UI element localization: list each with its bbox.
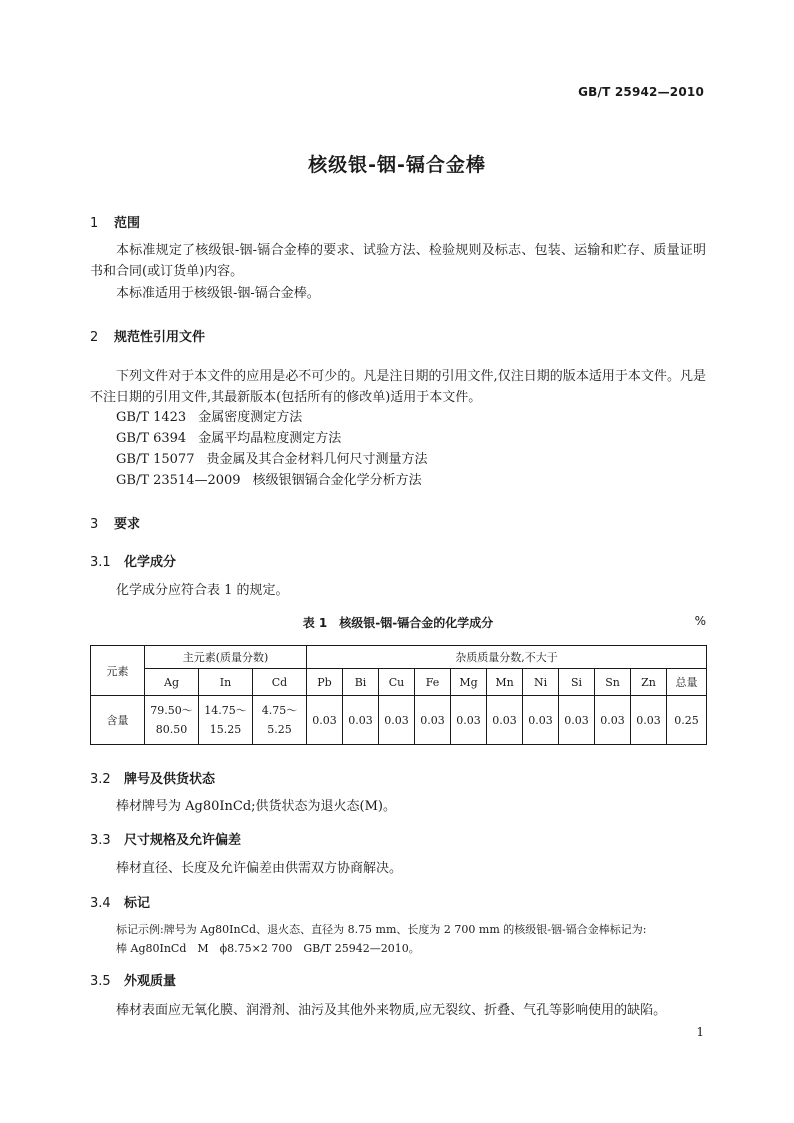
table-cell: 0.03 <box>595 696 631 745</box>
table-cell: 0.03 <box>307 696 343 745</box>
column-header: Ni <box>523 669 559 696</box>
range-low: 4.75～ <box>261 704 298 717</box>
table-cell <box>253 696 307 745</box>
range-high: 5.25 <box>267 723 292 736</box>
table-group-header-row <box>91 646 707 669</box>
table-cell <box>199 696 253 745</box>
reference-code: GB/T 23514—2009 <box>116 473 241 488</box>
section-3-heading <box>90 513 140 532</box>
section-number: 1 <box>90 216 99 231</box>
reference-item <box>116 428 341 449</box>
column-header: Mg <box>451 669 487 696</box>
section-title: 规范性引用文件 <box>114 330 206 345</box>
section-title: 要求 <box>114 517 141 532</box>
column-header: Pb <box>307 669 343 696</box>
impurity-group-header: 杂质质量分数,不大于 <box>307 646 707 669</box>
table-cell: 0.03 <box>487 696 523 745</box>
reference-code: GB/T 15077 <box>116 452 195 467</box>
section-2-paragraph: 下列文件对于本文件的应用是必不可少的。凡是注日期的引用文件,仅注日期的版本适用于本文件。凡是不注日期的引用文件,其最新版本(包括所有的修改单)适用于本文件。 <box>90 369 706 405</box>
reference-item <box>116 449 428 470</box>
table-cell <box>145 696 199 745</box>
standard-code: GB/T 25942—2010 <box>578 85 704 99</box>
table-cell: 0.03 <box>523 696 559 745</box>
column-header: Fe <box>415 669 451 696</box>
section-number: 3.3 <box>90 833 111 848</box>
range-high: 15.25 <box>209 723 242 736</box>
range-high: 80.50 <box>155 723 188 736</box>
table-caption <box>90 614 706 632</box>
page-number: 1 <box>696 1025 704 1039</box>
reference-name: 贵金属及其合金材料几何尺寸测量方法 <box>206 452 428 467</box>
table-title: 表 1 核级银-铟-镉合金的化学成分 <box>302 616 494 630</box>
table-cell: 0.03 <box>451 696 487 745</box>
column-header: Bi <box>343 669 379 696</box>
section-title: 标记 <box>124 896 151 911</box>
table-cell: 0.25 <box>667 696 707 745</box>
section-3-1-paragraph: 化学成分应符合表 1 的规定。 <box>116 583 289 598</box>
marking-code: 棒 Ag80InCd M ϕ8.75×2 700 GB/T 25942—2010。 <box>116 942 420 955</box>
row-label: 含量 <box>91 696 145 745</box>
column-header: Si <box>559 669 595 696</box>
table-cell: 0.03 <box>379 696 415 745</box>
section-3-3-heading <box>90 829 241 848</box>
reference-item <box>116 470 422 491</box>
section-1-heading <box>90 212 140 231</box>
range-low: 79.50～ <box>150 704 193 717</box>
table-row <box>91 696 707 745</box>
table-cell: 0.03 <box>343 696 379 745</box>
section-title: 尺寸规格及允许偏差 <box>124 833 242 848</box>
table-cell: 0.03 <box>631 696 667 745</box>
column-header: Cd <box>253 669 307 696</box>
section-3-2-heading <box>90 768 215 787</box>
section-3-5-paragraph: 棒材表面应无氧化膜、润滑剂、油污及其他外来物质,应无裂纹、折叠、气孔等影响使用的缺陷。 <box>116 1003 667 1018</box>
section-1-paragraph-2: 本标准适用于核级银-铟-镉合金棒。 <box>116 286 320 301</box>
column-header: Zn <box>631 669 667 696</box>
column-header: Mn <box>487 669 523 696</box>
column-header: Cu <box>379 669 415 696</box>
section-title: 牌号及供货状态 <box>124 772 216 787</box>
row-header-cell: 元素 <box>91 646 145 696</box>
reference-name: 金属密度测定方法 <box>198 410 303 425</box>
column-header: Ag <box>145 669 199 696</box>
section-1-paragraph-1: 本标准规定了核级银-铟-镉合金棒的要求、试验方法、检验规则及标志、包装、运输和贮存、质量证明书和合同(或订货单)内容。 <box>90 243 706 279</box>
column-header: 总量 <box>667 669 707 696</box>
document-title: 核级银-铟-镉合金棒 <box>308 154 486 176</box>
section-2-heading <box>90 326 205 345</box>
section-3-1-heading <box>90 551 176 570</box>
section-number: 3.2 <box>90 772 111 787</box>
section-number: 3 <box>90 517 99 532</box>
section-number: 3.4 <box>90 896 111 911</box>
section-number: 3.5 <box>90 974 111 989</box>
reference-name: 金属平均晶粒度测定方法 <box>198 431 342 446</box>
section-3-3-paragraph: 棒材直径、长度及允许偏差由供需双方协商解决。 <box>116 861 403 876</box>
section-3-5-heading <box>90 970 176 989</box>
reference-code: GB/T 1423 <box>116 410 187 425</box>
table-cell: 0.03 <box>559 696 595 745</box>
section-number: 2 <box>90 330 99 345</box>
section-title: 范围 <box>114 216 141 231</box>
section-number: 3.1 <box>90 555 111 570</box>
section-3-2-paragraph: 棒材牌号为 Ag80InCd;供货状态为退火态(M)。 <box>116 799 396 814</box>
table-unit: % <box>694 614 706 628</box>
main-element-group-header: 主元素(质量分数) <box>145 646 307 669</box>
table-cell: 0.03 <box>415 696 451 745</box>
table-element-header-row <box>91 669 707 696</box>
reference-item <box>116 407 302 428</box>
section-title: 外观质量 <box>124 974 177 989</box>
marking-example: 标记示例:牌号为 Ag80InCd、退火态、直径为 8.75 mm、长度为 2 700 mm 的核级银-铟-镉合金棒标记为: <box>116 923 647 936</box>
column-header: Sn <box>595 669 631 696</box>
range-low: 14.75～ <box>204 704 247 717</box>
section-title: 化学成分 <box>124 555 177 570</box>
reference-name: 核级银铟镉合金化学分析方法 <box>252 473 422 488</box>
reference-code: GB/T 6394 <box>116 431 187 446</box>
chemical-composition-table <box>90 645 707 745</box>
column-header: In <box>199 669 253 696</box>
section-3-4-heading <box>90 892 150 911</box>
